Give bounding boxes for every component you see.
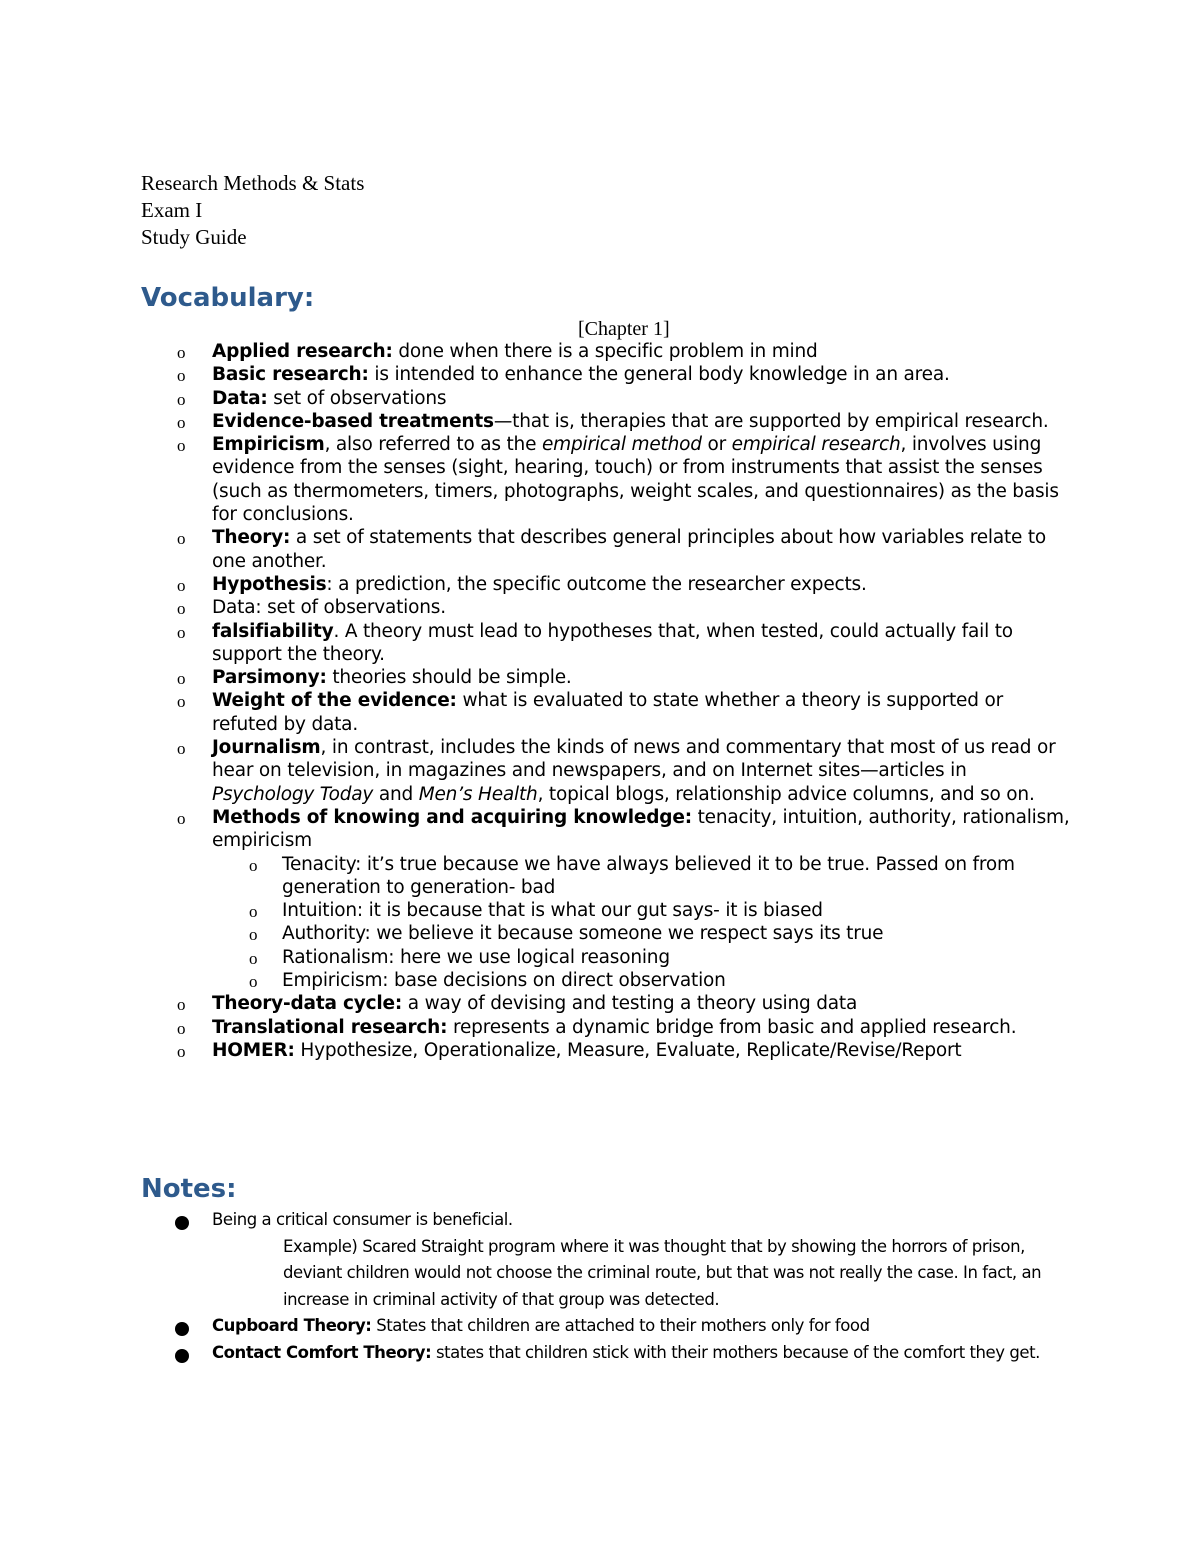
notes-heading: Notes:	[141, 1174, 237, 1204]
definition: tenacity, intuition, authority, rationalism, empiricism	[212, 806, 1070, 852]
sub-list-item	[0, 946, 1042, 969]
bullet-icon: o	[177, 1041, 186, 1061]
definition: a way of devising and testing a theory using data	[402, 993, 858, 1015]
bullet-dot-icon	[175, 1216, 189, 1230]
note-text: States that children are attached to their mothers only for food	[371, 1316, 870, 1335]
list-item	[0, 1039, 1072, 1062]
definition: : a prediction, the specific outcome the researcher expects.	[326, 573, 867, 595]
bullet-icon: o	[249, 855, 258, 875]
term: Empiricism	[212, 434, 325, 456]
sub-list-item	[0, 969, 1042, 992]
note-term: Contact Comfort Theory:	[212, 1342, 432, 1362]
sub-list-item	[0, 922, 1042, 945]
list-item	[0, 410, 1072, 433]
sub-item-text: Intuition: it is because that is what our gut says- it is biased	[282, 900, 823, 922]
list-item	[0, 689, 1072, 736]
list-item	[0, 573, 1072, 596]
bullet-icon: o	[177, 389, 186, 409]
exam-title: Exam I	[141, 198, 203, 222]
list-item	[0, 992, 1072, 1015]
bullet-icon: o	[249, 972, 258, 992]
term: HOMER:	[212, 1039, 295, 1061]
note-text: Being a critical consumer is beneficial.	[212, 1210, 513, 1229]
list-item	[0, 340, 1072, 363]
definition-part: , in contrast, includes the kinds of news and commentary that most of us read or hear on television, in magazines and newspapers, and on Internet sites—articles in	[212, 737, 1056, 782]
definition: . A theory must lead to hypotheses that, when tested, could actually fail to support the theory.	[212, 620, 1013, 665]
sub-item-text: Authority: we believe it because someone we respect says its true	[282, 923, 884, 945]
bullet-icon: o	[249, 925, 258, 945]
definition-part: , involves using evidence from the senses (sight, hearing, touch) or from instruments that assist the senses (such as thermometers, timers, photographs, weight scales, and questionnaires) as the basis for conclusions.	[212, 434, 1059, 526]
term: Data:	[212, 387, 268, 409]
bullet-dot-icon	[175, 1322, 189, 1336]
bullet-icon: o	[177, 343, 186, 362]
note-term: Cupboard Theory:	[212, 1316, 372, 1335]
definition-italic: Psychology Today	[212, 783, 374, 805]
term: Basic research:	[212, 364, 369, 386]
bullet-icon: o	[177, 739, 186, 759]
bullet-icon: o	[177, 366, 186, 386]
guide-title: Study Guide	[141, 225, 247, 249]
definition-part: and	[373, 783, 419, 805]
list-item	[0, 1340, 1062, 1367]
sub-list-item	[0, 853, 1042, 900]
bullet-icon: o	[249, 948, 258, 968]
note-example: Example) Scared Straight program where it was thought that by showing the horrors of prison, deviant children would not choose the criminal route, but that was not really the case. In fact, an increase in criminal activity of that group was detected.	[283, 1236, 1042, 1309]
bullet-icon: o	[177, 808, 186, 828]
term: falsifiability	[212, 620, 334, 642]
term: Methods of knowing and acquiring knowledge:	[212, 806, 692, 828]
sub-list-item	[0, 899, 1042, 922]
definition: —that is, therapies that are supported by empirical research.	[493, 410, 1049, 432]
list-item	[0, 387, 1072, 410]
definition: Data: set of observations.	[212, 597, 446, 619]
definition: done when there is a specific problem in mind	[392, 341, 818, 362]
definition-italic: Men’s Health	[418, 783, 538, 805]
definition: what is evaluated to state whether a theory is supported or refuted by data.	[212, 690, 1003, 735]
term: Translational research:	[212, 1016, 448, 1038]
list-item	[0, 736, 1072, 806]
list-item	[0, 596, 1072, 619]
bullet-icon: o	[177, 622, 186, 642]
vocabulary-heading: Vocabulary:	[141, 283, 315, 313]
sub-item-text: Tenacity: it’s true because we have always believed it to be true. Passed on from generation to generation- bad	[282, 853, 1015, 898]
term: Theory-data cycle:	[212, 993, 403, 1015]
term: Applied research:	[212, 341, 393, 362]
bullet-icon: o	[249, 902, 258, 922]
term: Journalism	[212, 737, 321, 759]
note-text: states that children stick with their mothers because of the comfort they get.	[431, 1342, 1040, 1362]
definition: theories should be simple.	[326, 667, 572, 689]
list-item	[0, 1016, 1072, 1039]
list-item	[0, 526, 1072, 573]
list-item	[0, 1207, 1062, 1234]
list-item	[0, 620, 1072, 667]
definition: is intended to enhance the general body knowledge in an area.	[368, 364, 950, 386]
definition-part: , also referred to as the	[324, 434, 542, 456]
definition: set of observations	[267, 387, 447, 409]
course-title: Research Methods & Stats	[141, 171, 365, 195]
bullet-icon: o	[177, 599, 186, 619]
notes-list	[0, 1207, 1200, 1366]
definition: Hypothesize, Operationalize, Measure, Evaluate, Replicate/Revise/Report	[294, 1039, 962, 1061]
bullet-icon: o	[177, 436, 186, 456]
definition-italic: empirical research	[731, 434, 901, 456]
definition-part: , topical blogs, relationship advice columns, and so on.	[537, 783, 1035, 805]
sub-item-text: Rationalism: here we use logical reasoning	[282, 946, 670, 968]
bullet-icon: o	[177, 529, 186, 549]
vocabulary-list	[0, 340, 1200, 1062]
term: Hypothesis	[212, 573, 327, 595]
definition: represents a dynamic bridge from basic and applied research.	[447, 1016, 1017, 1038]
definition-italic: empirical method	[541, 434, 702, 456]
definition: a set of statements that describes general principles about how variables relate to one another.	[212, 527, 1047, 572]
term: Weight of the evidence:	[212, 690, 457, 712]
definition-part: or	[701, 434, 732, 456]
bullet-dot-icon	[175, 1349, 189, 1363]
term: Parsimony:	[212, 667, 327, 689]
list-item	[0, 363, 1072, 386]
term: Theory:	[212, 527, 291, 549]
list-item	[0, 433, 1072, 526]
chapter-label: [Chapter 1]	[578, 318, 670, 340]
bullet-icon: o	[177, 575, 186, 595]
list-item	[0, 1313, 1062, 1340]
bullet-icon: o	[177, 669, 186, 689]
bullet-icon: o	[177, 1018, 186, 1038]
bullet-icon: o	[177, 692, 186, 712]
bullet-icon: o	[177, 412, 186, 432]
bullet-icon: o	[177, 995, 186, 1015]
sub-item-text: Empiricism: base decisions on direct observation	[282, 970, 726, 992]
term: Evidence-based treatments	[212, 410, 494, 432]
list-item	[0, 806, 1072, 853]
list-item	[0, 666, 1072, 689]
